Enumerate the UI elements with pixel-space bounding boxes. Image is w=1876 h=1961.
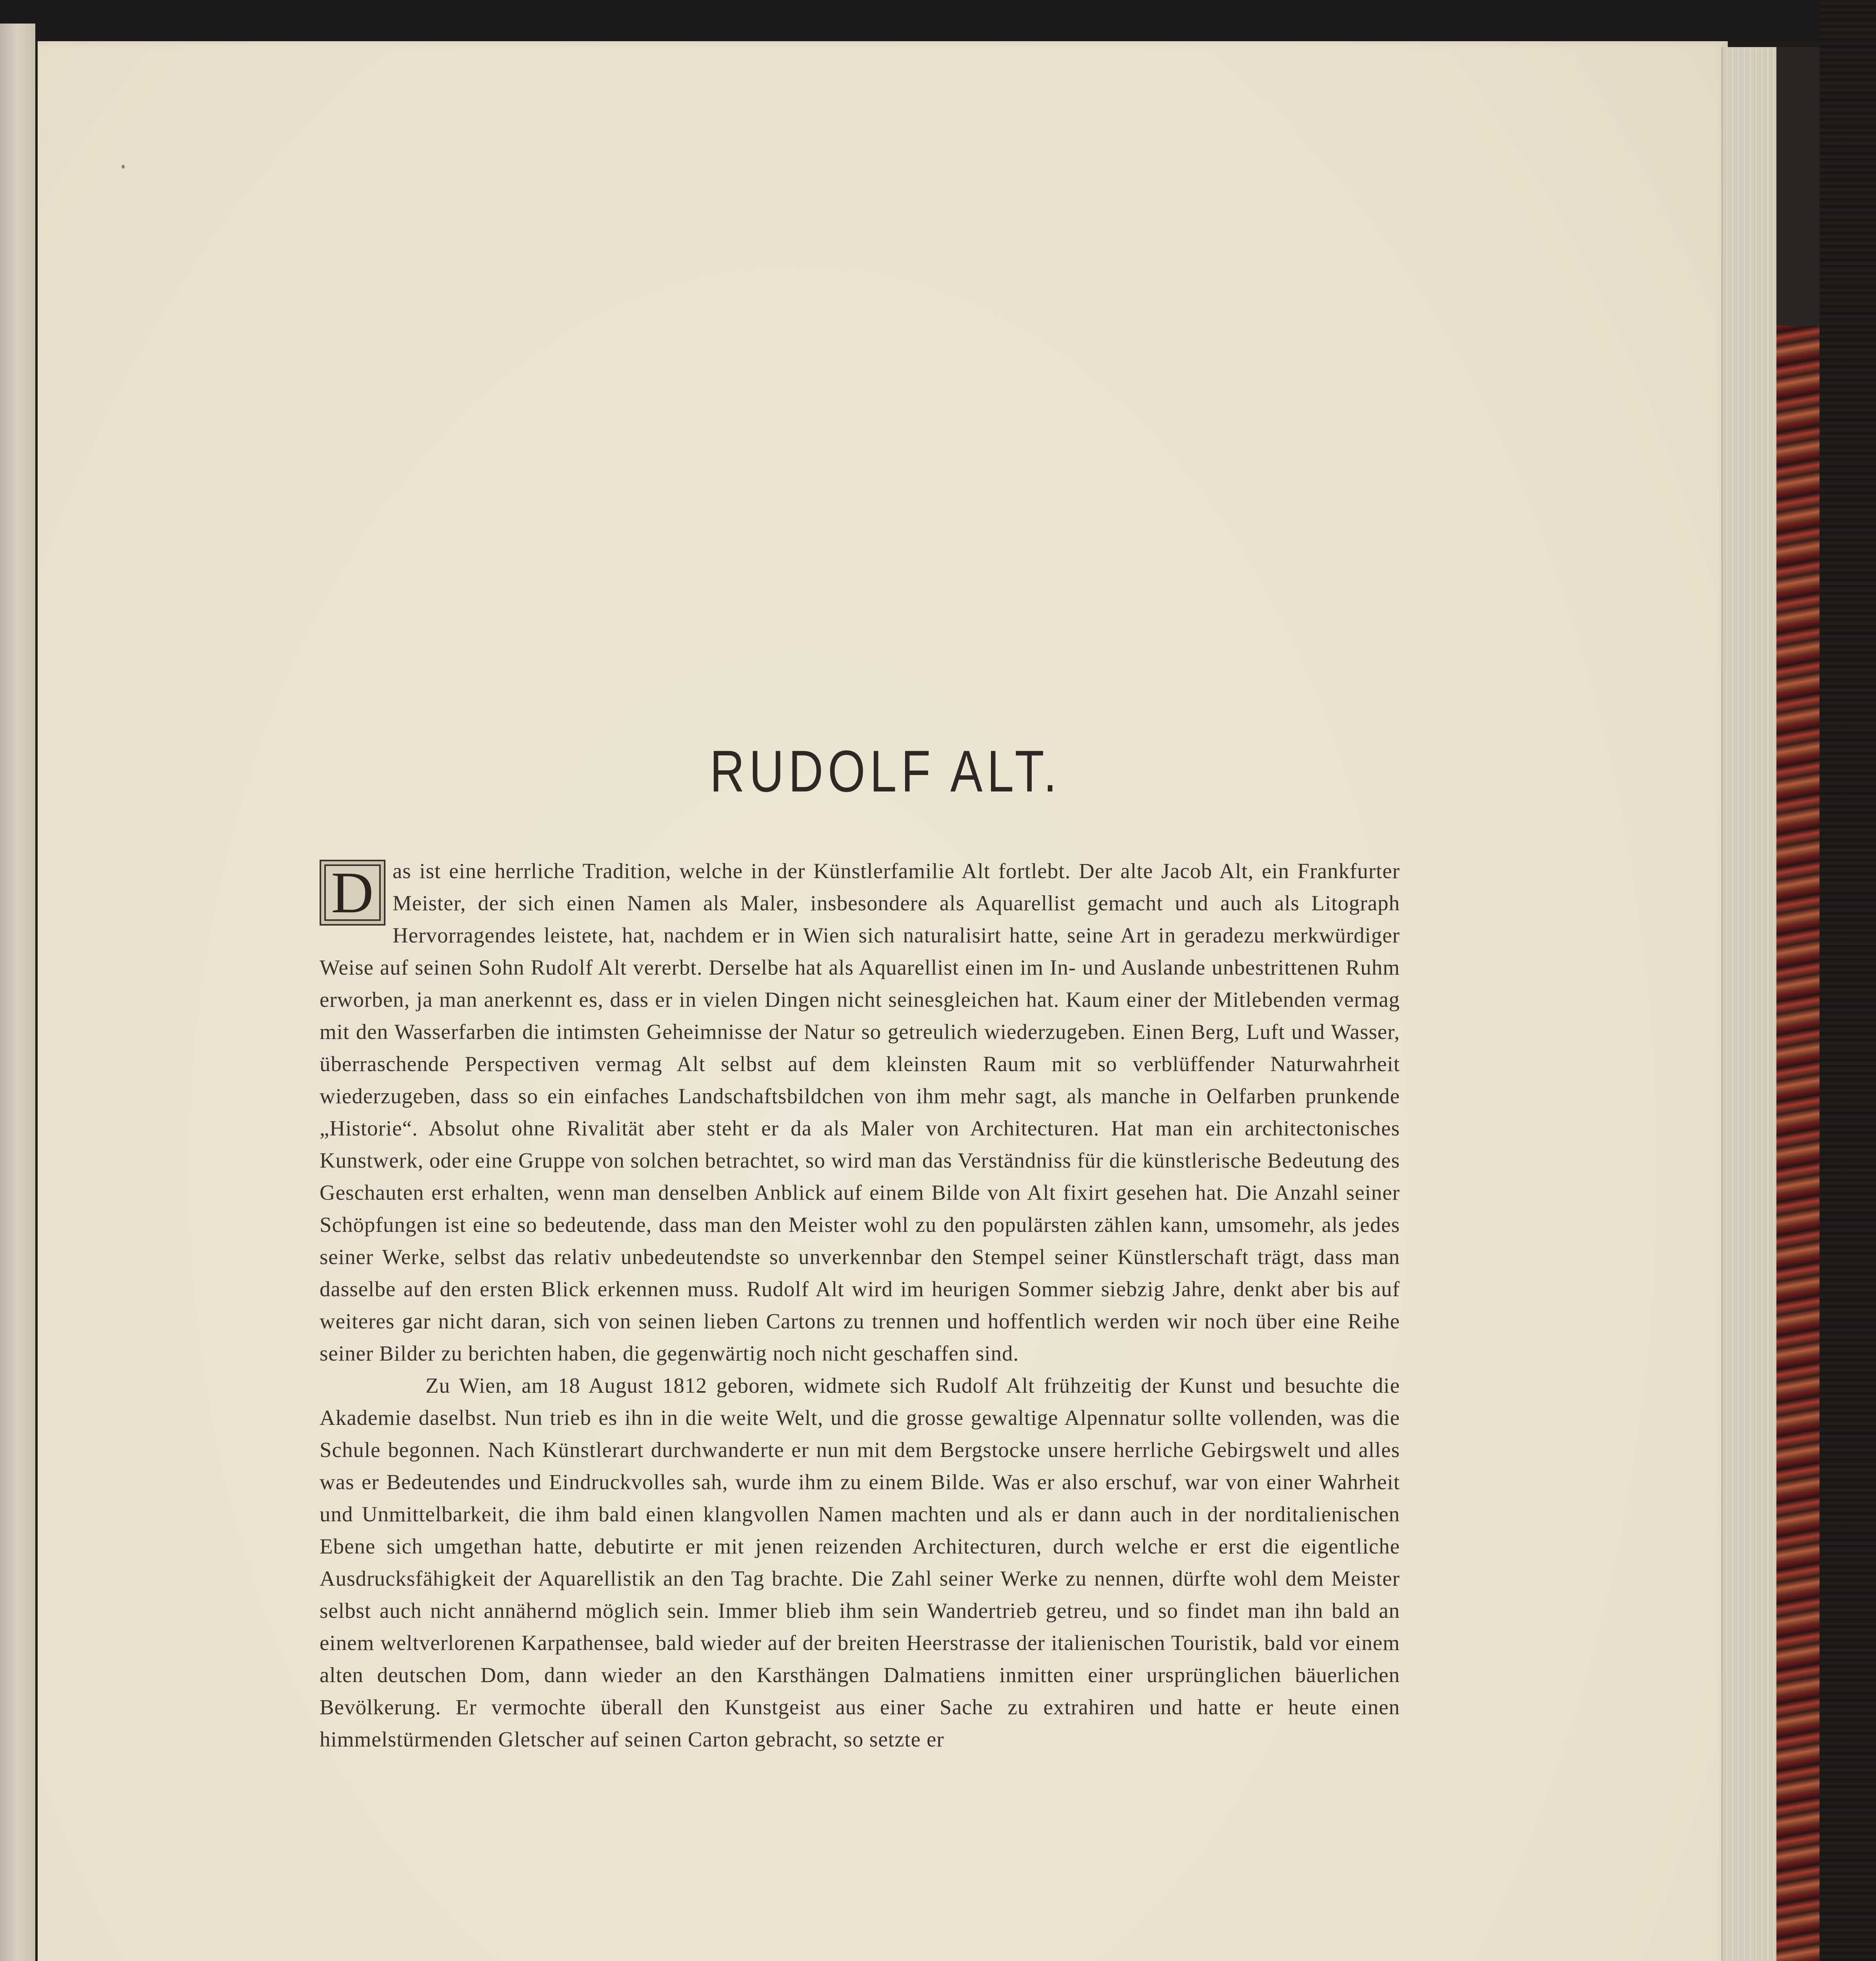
paragraph-1 bbox=[320, 855, 1400, 1370]
scan-background bbox=[0, 0, 1820, 41]
decorated-initial: D bbox=[320, 860, 385, 926]
marbled-cover-edge bbox=[1776, 326, 1820, 1961]
article-body bbox=[320, 855, 1400, 1755]
facing-page-edge bbox=[0, 24, 35, 1961]
binding-cloth bbox=[1820, 0, 1876, 1961]
paragraph-1-text: as ist eine herrliche Tradition, welche in der Künstlerfamilie Alt fortlebt. Der alte Jacob Alt, ein Frankfurter Meister, der sich einen Namen als Maler, insbesondere als Aquarellist gemacht und auch als Litograph Hervorragendes leistete, hat, nachdem er in Wien sich naturalisirt hatte, seine Art in geradezu merkwürdiger Weise auf seinen Sohn Rudolf Alt vererbt. Derselbe hat als Aquarellist einen im In- und Auslande unbestrittenen Ruhm erworben, ja man anerkennt es, dass er in vielen Dingen nicht seinesgleichen hat. Kaum einer der Mitlebenden vermag mit den Wasserfarben die intimsten Geheimnisse der Natur so getreulich wiederzugeben. Einen Berg, Luft und Wasser, überraschende Perspectiven vermag Alt selbst auf dem kleinsten Raum mit so verblüffender Naturwahrheit wiederzugeben, dass so ein einfaches Landschaftsbildchen von ihm mehr sagt, als manche in Oelfarben prunkende „Historie“. Absolut ohne Rivalität aber steht er da als Maler von Architecturen. Hat man ein architectonisches Kunstwerk, oder eine Gruppe von solchen betrachtet, so wird man das Verständniss für die künstlerische Bedeutung des Geschauten erst erhalten, wenn man denselben Anblick auf einem Bilde von Alt fixirt gesehen hat. Die Anzahl seiner Schöpfungen ist eine so bedeutende, dass man den Meister wohl zu den populärsten zählen kann, umsomehr, als jedes seiner Werke, selbst das relativ unbedeutendste so unverkennbar den Stempel seiner Künstlerschaft trägt, dass man dasselbe auf den ersten Blick erkennen muss. Rudolf Alt wird im heurigen Sommer siebzig Jahre, denkt aber bis auf weiteres gar nicht daran, sich von seinen lieben Cartons zu trennen und hoffentlich werden wir noch über eine Reihe seiner Bilder zu berichten haben, die gegenwärtig noch nicht geschaffen sind. bbox=[320, 859, 1400, 1365]
paper-speck bbox=[122, 165, 125, 169]
cover-board bbox=[1776, 47, 1820, 326]
page-stack-edges bbox=[1721, 47, 1778, 1961]
page-title: RUDOLF ALT. bbox=[710, 738, 1062, 804]
paragraph-2: Zu Wien, am 18 August 1812 geboren, widmete sich Rudolf Alt frühzeitig der Kunst und besuchte die Akademie daselbst. Nun trieb es ihn in die weite Welt, und die grosse gewaltige Alpennatur sollte vollenden, was die Schule begonnen. Nach Künstlerart durchwanderte er nun mit dem Bergstocke unsere herrliche Gebirgswelt und alles was er Bedeutendes und Eindruckvolles sah, wurde ihm zu einem Bilde. Was er also erschuf, war von einer Wahrheit und Unmittelbarkeit, die ihm bald einen klangvollen Namen machten und als er dann auch in der norditalienischen Ebene sich umgethan hatte, debutirte er mit jenen reizenden Architecturen, durch welche er erst die eigentliche Ausdrucksfähigkeit der Aquarellistik an den Tag brachte. Die Zahl seiner Werke zu nennen, dürfte wohl dem Meister selbst auch nicht annähernd möglich sein. Immer blieb ihm sein Wandertrieb getreu, und so findet man ihn bald an einem weltverlorenen Karpathensee, bald wieder auf der breiten Heerstrasse der italienischen Touristik, bald vor einem alten deutschen Dom, dann wieder an den Karsthängen Dalmatiens inmitten einer ursprünglichen bäuerlichen Bevölkerung. Er vermochte überall den Kunstgeist aus einer Sache zu extrahiren und hatte er heute einen himmelstürmenden Gletscher auf seinen Carton gebracht, so setzte er bbox=[320, 1373, 1400, 1751]
